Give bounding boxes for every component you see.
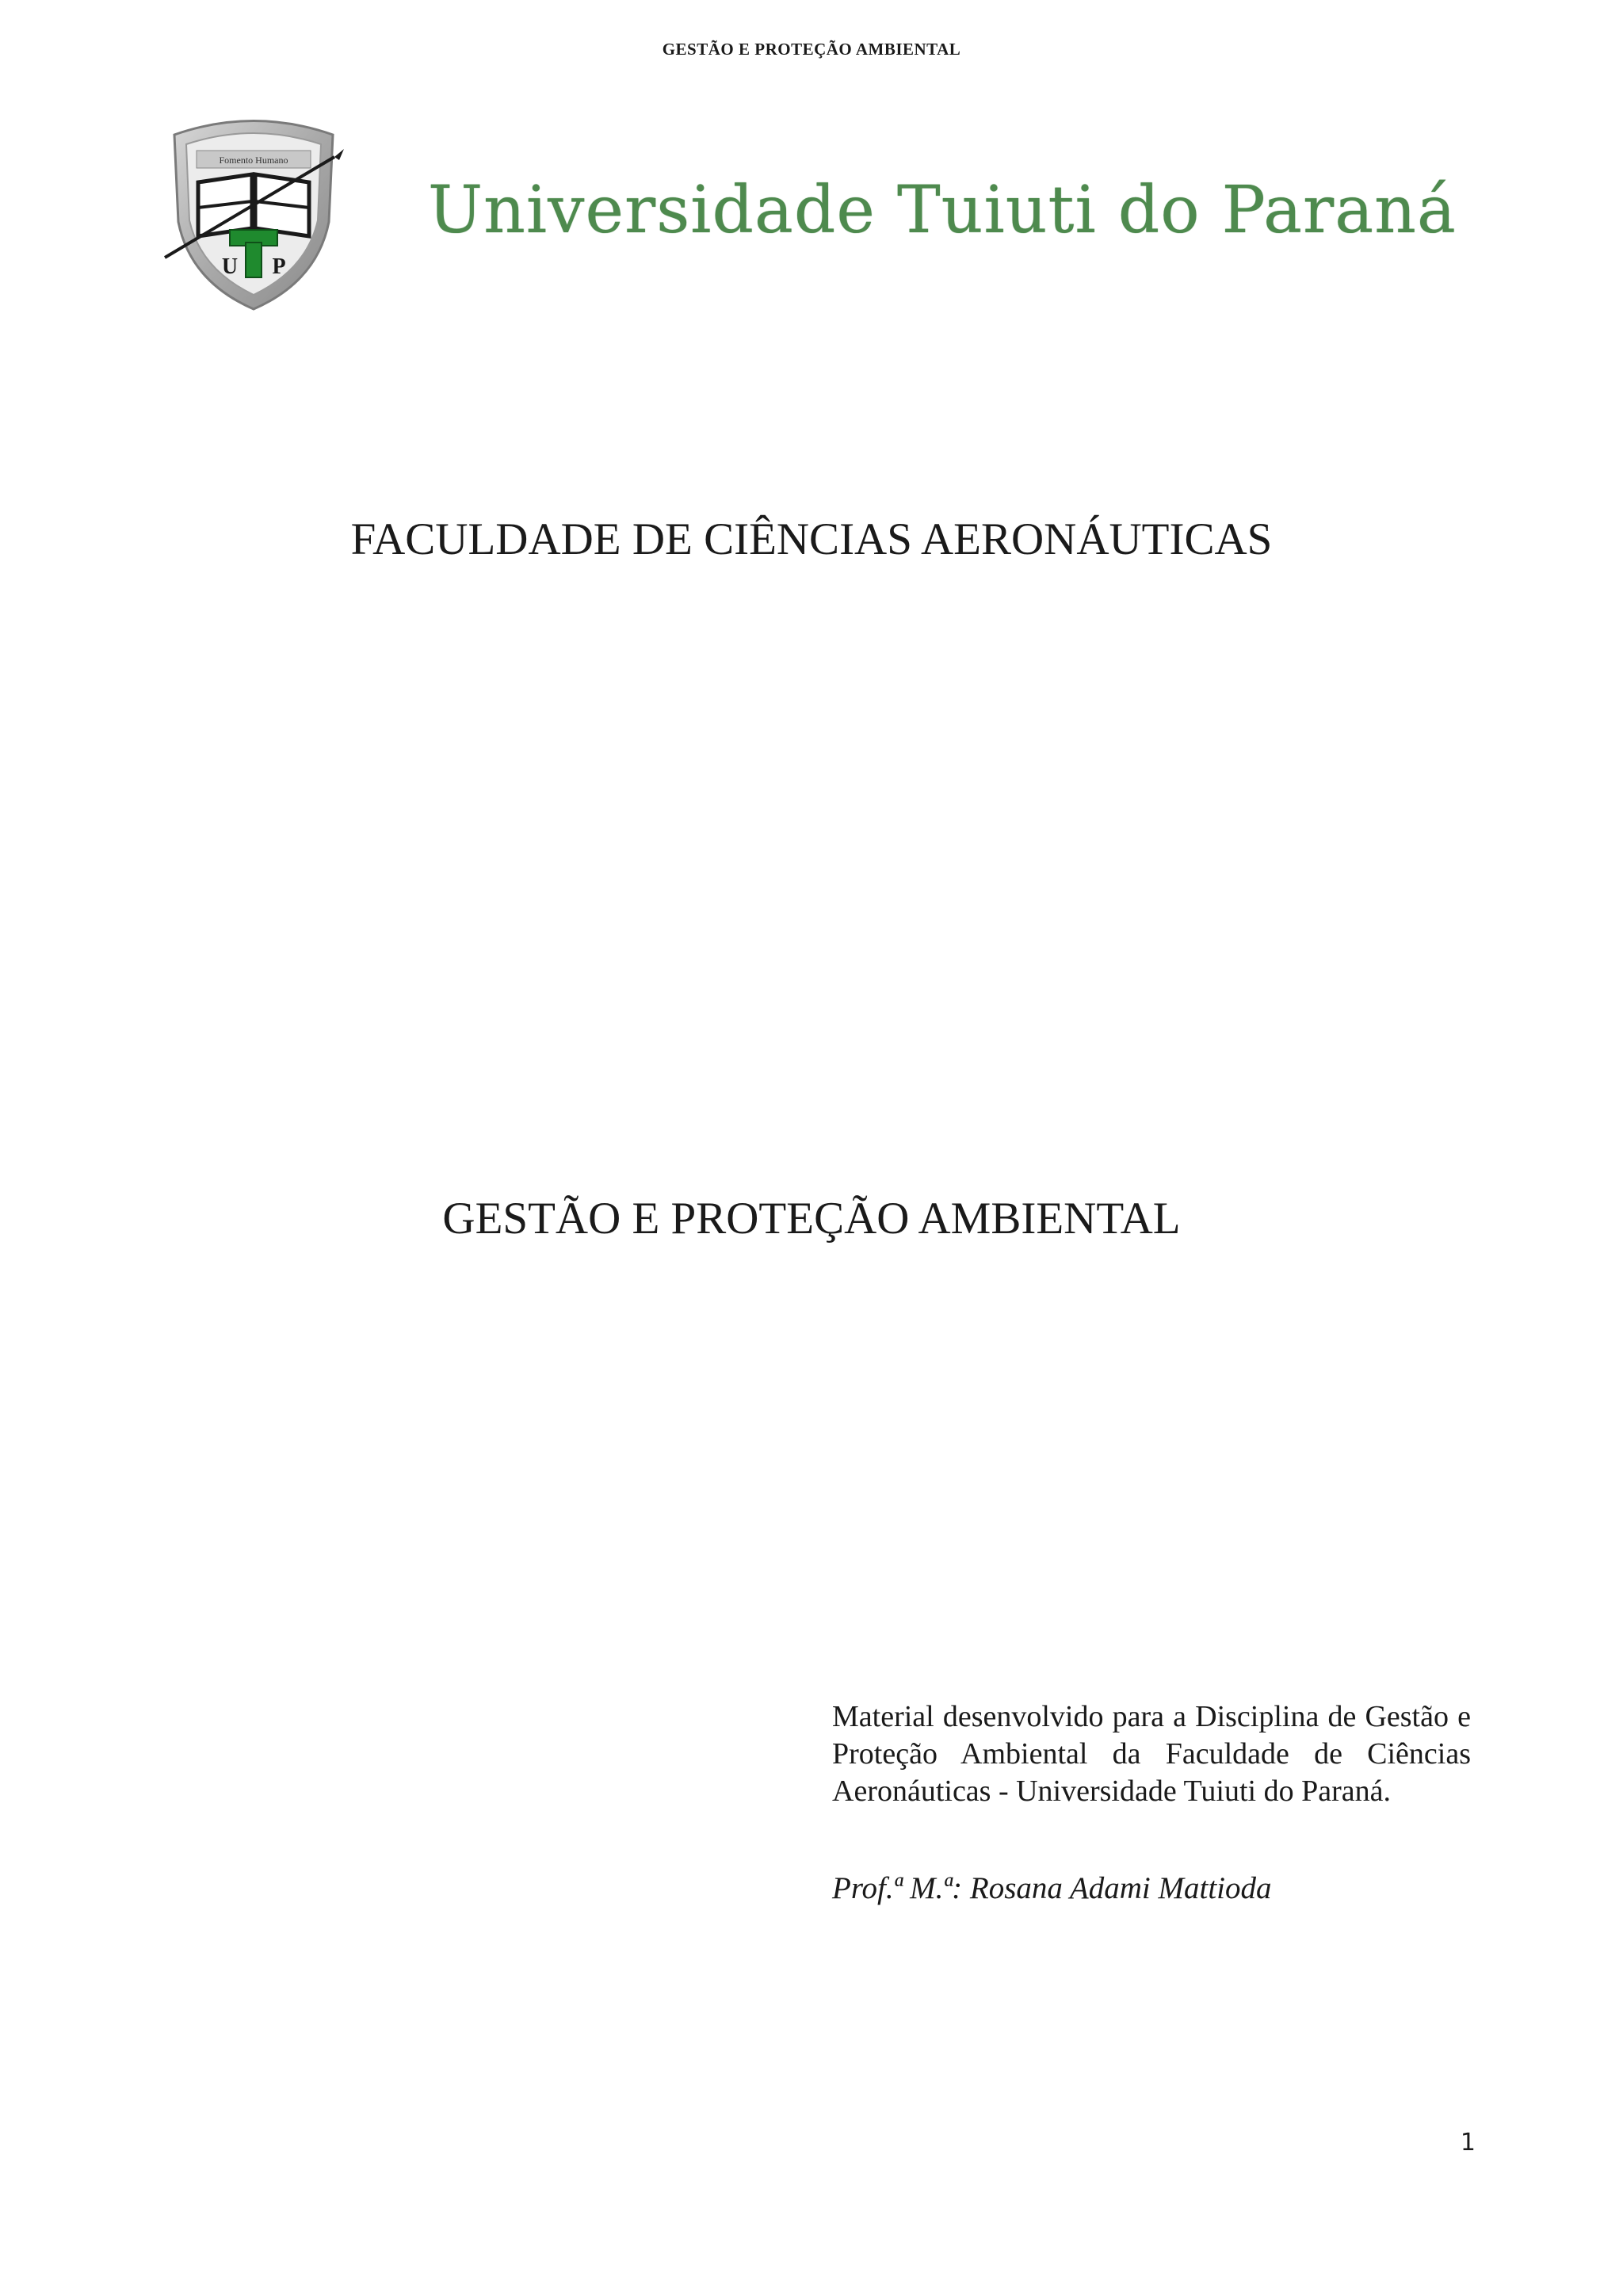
course-title: GESTÃO E PROTEÇÃO AMBIENTAL <box>442 1194 1181 1244</box>
institution-logo <box>151 111 1457 317</box>
institution-name: Universidade Tuiuti do Paraná <box>428 173 1457 248</box>
running-header: GESTÃO E PROTEÇÃO AMBIENTAL <box>662 40 961 59</box>
crest-motto: Fomento Humano <box>219 155 288 166</box>
utp-crest-icon <box>151 111 357 317</box>
crest-letter-p: P <box>272 254 286 279</box>
page-number: 1 <box>1460 2129 1476 2157</box>
faculty-name: FACULDADE DE CIÊNCIAS AERONÁUTICAS <box>350 514 1273 564</box>
author-credit: Prof.ª M.ª: Rosana Adami Mattioda <box>832 1871 1272 1905</box>
crest-letter-u: U <box>221 254 239 279</box>
cover-description: Material desenvolvido para a Disciplina de Gestão e Proteção Ambiental da Faculdade de Ciências Aeronáuticas - Universidade Tuiuti do Paraná. <box>832 1700 1471 1808</box>
